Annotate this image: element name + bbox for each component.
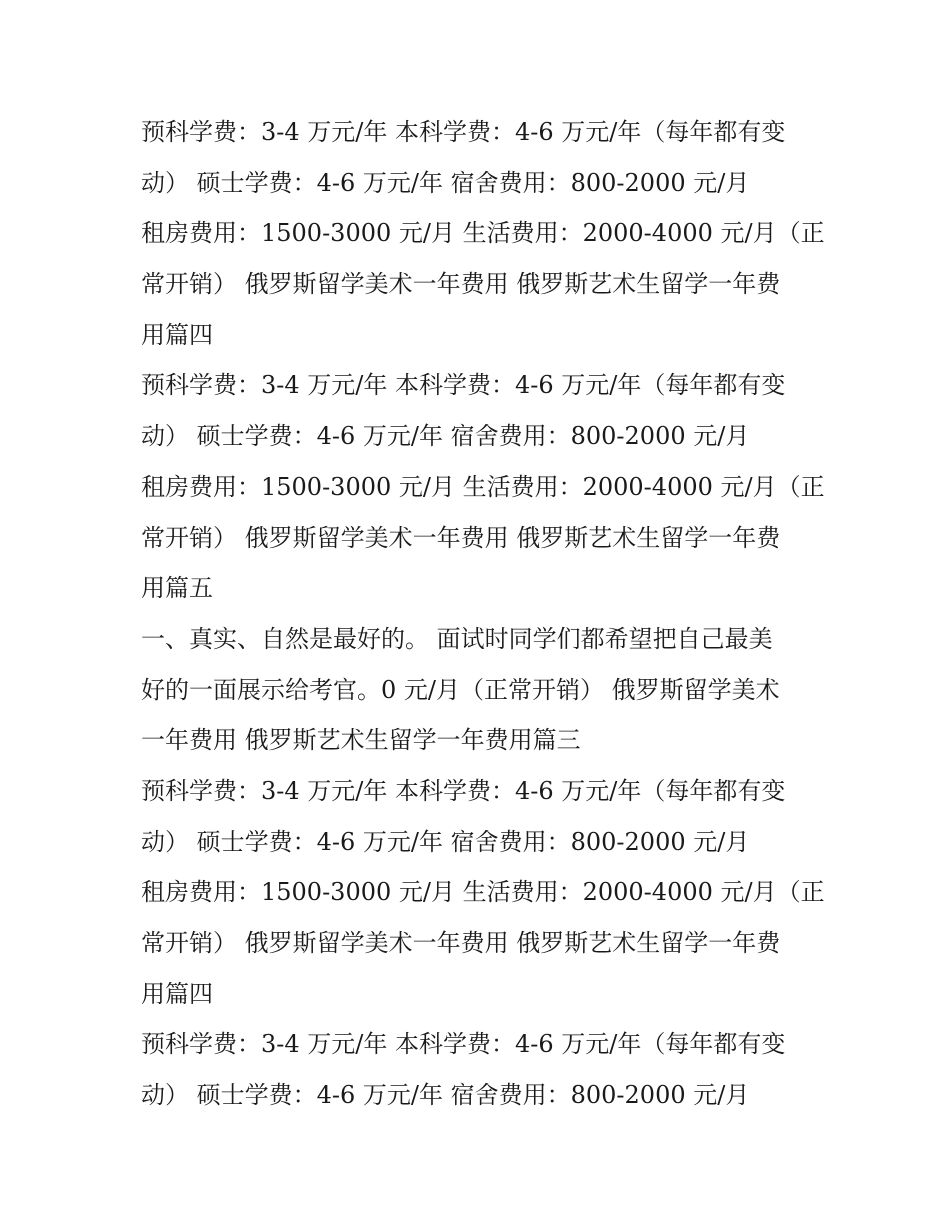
text-line: 预科学费：3-4 万元/年 本科学费：4-6 万元/年（每年都有变 [141, 118, 786, 146]
text-line: 常开销） 俄罗斯留学美术一年费用 俄罗斯艺术生留学一年费 [141, 270, 781, 299]
text-line: 动） 硕士学费：4-6 万元/年 宿舍费用：800-2000 元/月 [141, 168, 750, 197]
text-line: 常开销） 俄罗斯留学美术一年费用 俄罗斯艺术生留学一年费 [141, 929, 781, 957]
document-body [141, 107, 825, 1121]
text-line: 租房费用：1500-3000 元/月 生活费用：2000-4000 元/月（正 [141, 878, 825, 907]
text-line: 用篇四 [141, 320, 213, 349]
text-line: 预科学费：3-4 万元/年 本科学费：4-6 万元/年（每年都有变 [141, 776, 786, 805]
text-line: 用篇四 [141, 979, 213, 1008]
text-line: 用篇五 [141, 574, 213, 603]
text-line: 预科学费：3-4 万元/年 本科学费：4-6 万元/年（每年都有变 [141, 1030, 786, 1059]
text-line: 常开销） 俄罗斯留学美术一年费用 俄罗斯艺术生留学一年费 [141, 523, 781, 552]
text-line: 租房费用：1500-3000 元/月 生活费用：2000-4000 元/月（正 [141, 472, 825, 501]
text-line: 动） 硕士学费：4-6 万元/年 宿舍费用：800-2000 元/月 [141, 1081, 750, 1110]
text-line: 一年费用 俄罗斯艺术生留学一年费用篇三 [141, 726, 581, 755]
text-line: 预科学费：3-4 万元/年 本科学费：4-6 万元/年（每年都有变 [141, 371, 786, 400]
text-line: 一、真实、自然是最好的。 面试时同学们都希望把自己最美 [141, 624, 773, 653]
text-line: 租房费用：1500-3000 元/月 生活费用：2000-4000 元/月（正 [141, 219, 825, 248]
text-line: 动） 硕士学费：4-6 万元/年 宿舍费用：800-2000 元/月 [141, 422, 750, 451]
text-line: 好的一面展示给考官。0 元/月（正常开销） 俄罗斯留学美术 [141, 675, 780, 704]
text-line: 动） 硕士学费：4-6 万元/年 宿舍费用：800-2000 元/月 [141, 827, 750, 856]
